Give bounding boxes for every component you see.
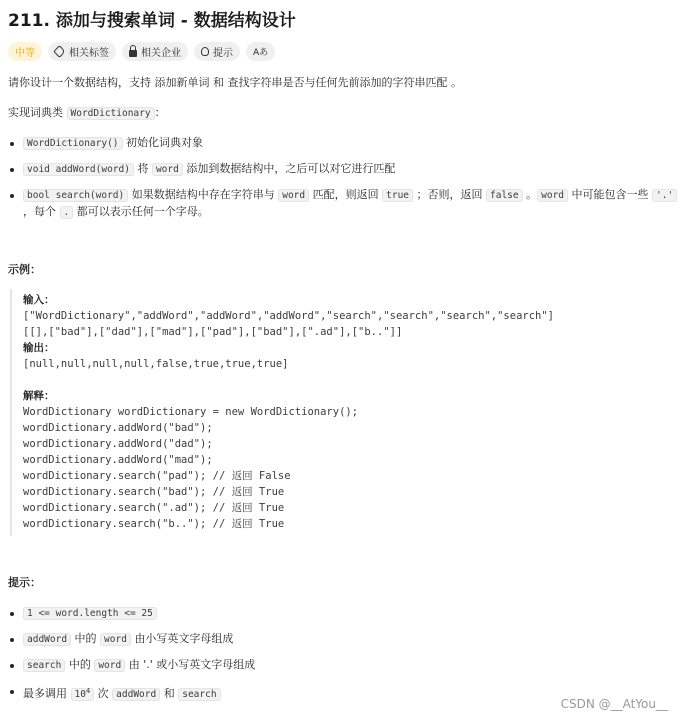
list-item-text: 匹配，则返回 xyxy=(312,188,379,201)
list-item xyxy=(23,161,395,178)
constraint-text: 中的 xyxy=(74,632,97,645)
example-input-line: ["WordDictionary","addWord","addWord","addWord","search","search","search","search"] xyxy=(23,310,555,322)
list-item-text: ，每个 xyxy=(23,205,56,218)
explanation-line: wordDictionary.addWord("bad"); xyxy=(23,422,213,434)
related-tags-label: 相关标签 xyxy=(69,48,109,59)
constraints-heading: 提示： xyxy=(8,576,41,589)
translate-icon: Aあ xyxy=(253,48,269,58)
bullet-icon xyxy=(10,142,14,146)
lightbulb-icon xyxy=(201,47,209,56)
inline-code: word xyxy=(537,189,568,202)
constraint-text: 由 '.' 或小写英文字母组成 xyxy=(128,658,256,671)
inline-code: true xyxy=(382,189,413,202)
inline-code: addWord xyxy=(23,633,71,646)
inline-code: false xyxy=(486,189,523,202)
class-intro-text: 实现词典类 xyxy=(8,106,63,119)
constraint-item xyxy=(23,631,233,648)
constraint-item xyxy=(23,605,157,622)
explanation-line: wordDictionary.search(".ad"); // 返回 True xyxy=(23,502,285,514)
constraint-text: 和 xyxy=(163,687,175,701)
constraint-item xyxy=(23,657,255,674)
class-intro xyxy=(8,105,166,122)
example-heading: 示例： xyxy=(8,263,41,276)
list-item xyxy=(23,135,203,152)
inline-code: void addWord(word) xyxy=(23,163,134,176)
example-input-line: [[],["bad"],["dad"],["mad"],["pad"],["bad"],[".ad"],["b.."]] xyxy=(23,326,403,338)
tag-bar xyxy=(8,42,275,61)
list-item-continuation xyxy=(23,204,209,221)
list-item xyxy=(23,187,677,204)
bullet-icon xyxy=(10,664,14,668)
input-label: 输入： xyxy=(23,294,55,306)
explanation-line: wordDictionary.addWord("dad"); xyxy=(23,438,213,450)
inline-code: word xyxy=(278,189,309,202)
inline-code: bool search(word) xyxy=(23,189,128,202)
lock-icon xyxy=(129,50,137,57)
inline-code: 1 <= word.length <= 25 xyxy=(23,607,157,620)
problem-title: 211. 添加与搜索单词 - 数据结构设计 xyxy=(8,11,296,31)
explanation-line: wordDictionary.search("b.."); // 返回 True xyxy=(23,518,285,530)
inline-code: word xyxy=(152,163,183,176)
bullet-icon xyxy=(10,690,14,694)
explanation-label: 解释： xyxy=(23,390,55,402)
inline-code: search xyxy=(178,688,220,701)
inline-code: . xyxy=(60,206,74,219)
constraint-text: 次 xyxy=(97,687,109,701)
inline-code: '.' xyxy=(652,189,677,202)
constraint-item xyxy=(23,683,221,703)
inline-code: search xyxy=(23,659,65,672)
class-intro-suffix: ： xyxy=(154,106,166,119)
explanation-line: WordDictionary wordDictionary = new WordDictionary(); xyxy=(23,406,359,418)
list-item-text: 中可能包含一些 xyxy=(571,188,649,201)
list-item-text: 添加到数据结构中，之后可以对它进行匹配 xyxy=(186,162,396,175)
exponent-base: 10 xyxy=(74,689,86,701)
font-toggle-button[interactable] xyxy=(246,42,275,61)
list-item-text: 将 xyxy=(137,162,149,175)
output-label: 输出： xyxy=(23,342,55,354)
constraint-text: 最多调用 xyxy=(23,687,67,701)
related-tags-button[interactable] xyxy=(48,42,116,61)
related-companies-button[interactable] xyxy=(122,42,188,61)
explanation-line: wordDictionary.addWord("mad"); xyxy=(23,454,213,466)
bullet-icon xyxy=(10,194,14,198)
constraint-text: 中的 xyxy=(68,658,91,671)
inline-code xyxy=(71,688,95,701)
bullet-icon xyxy=(10,638,14,642)
explanation-line: wordDictionary.search("pad"); // 返回 False xyxy=(23,470,291,482)
example-divider xyxy=(10,289,12,536)
list-item-text: 都可以表示任何一个字母。 xyxy=(76,205,209,218)
list-item-text: ；否则，返回 xyxy=(416,188,483,201)
tag-icon xyxy=(53,45,66,58)
list-item-text: 初始化词典对象 xyxy=(126,136,204,149)
inline-code: word xyxy=(94,659,125,672)
explanation-line: wordDictionary.search("bad"); // 返回 True xyxy=(23,486,285,498)
inline-code: word xyxy=(100,633,131,646)
hint-button[interactable] xyxy=(194,42,240,61)
list-item-text: 如果数据结构中存在字符串与 xyxy=(131,188,275,201)
difficulty-label: 中等 xyxy=(15,48,35,59)
example-output-line: [null,null,null,null,false,true,true,true] xyxy=(23,358,289,370)
inline-code: WordDictionary xyxy=(67,107,155,120)
watermark: CSDN @__AtYou__ xyxy=(560,697,668,711)
inline-code: addWord xyxy=(112,688,160,701)
related-companies-label: 相关企业 xyxy=(141,48,181,59)
bullet-icon xyxy=(10,612,14,616)
difficulty-badge xyxy=(8,42,42,61)
intro-paragraph: 请你设计一个数据结构，支持 添加新单词 和 查找字符串是否与任何先前添加的字符串匹配 。 xyxy=(8,76,462,89)
constraint-text: 由小写英文字母组成 xyxy=(134,632,234,645)
exponent: 4 xyxy=(85,687,91,695)
bullet-icon xyxy=(10,168,14,172)
hint-label: 提示 xyxy=(213,48,233,59)
inline-code: WordDictionary() xyxy=(23,137,123,150)
list-item-text: 。 xyxy=(526,188,538,201)
